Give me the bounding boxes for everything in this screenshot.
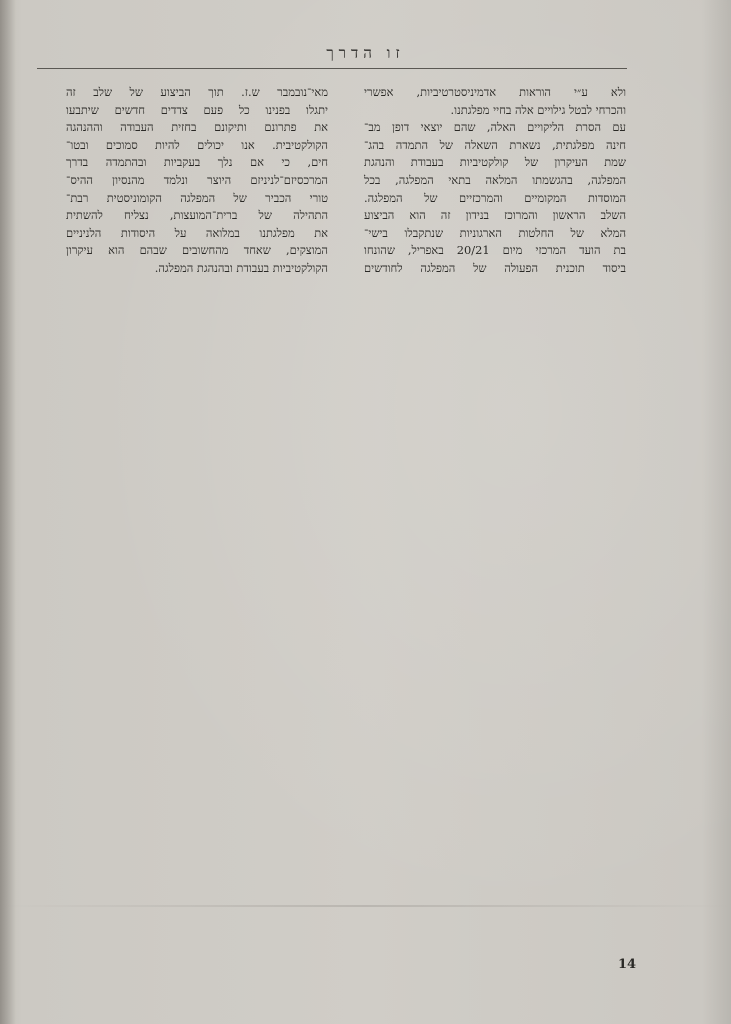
text-line: עם הסרת הליקויים האלה, שהם יוצאי דופן מב־ — [364, 120, 626, 135]
text-line: המוסדות המקומיים והמרכזיים של המפלגה. — [364, 190, 626, 205]
text-line: את פתרונם ותיקונם בחזית העבודה וההנהגה — [66, 120, 328, 135]
text-line: המוצקים, שאחד מהחשובים שבהם הוא עיקרון — [66, 243, 328, 258]
text-line: הקולקטיבית. אנו יכולים להיות סמוכים ובטו־ — [66, 137, 328, 152]
text-line: חים, כי אם נלך בעקביות ובהתמדה בדרך — [66, 155, 328, 170]
page-fold — [0, 905, 731, 907]
running-head: זו הדרך — [326, 44, 405, 62]
text-line: התהילה של ברית־המועצות, נצליח להשתית — [66, 208, 328, 223]
text-line: ביסוד תוכנית הפעולה של המפלגה לחודשים — [364, 260, 626, 275]
text-line: השלב הראשון והמרוכז בנידון זה הוא הביצוע — [364, 208, 626, 223]
text-line: המרכסיזם־לניניזם היוצר ונלמד מהנסיון ההיס־ — [66, 172, 328, 187]
text-line: המפלגה, בהגשמתו המלאה בתאי המפלגה, בכל — [364, 172, 626, 187]
text-line: יתגלו בפנינו כל פעם צדדים חדשים שיתבעו — [66, 102, 328, 117]
text-line: את מפלגתנו במלואה על היסודות הלניניים — [66, 225, 328, 240]
binding-shadow — [0, 0, 16, 1024]
text-line: הקולקטיביות בעבודת ובהנהגת המפלגה. — [154, 260, 328, 275]
text-line: והכרחי לבטל גילויים אלה בחיי מפלגתנו. — [450, 102, 626, 117]
text-column-left — [66, 84, 328, 278]
text-line: טורי הכביר של המפלגה הקומוניסטית רבת־ — [66, 190, 328, 205]
page-number: 14 — [618, 957, 637, 972]
text-line: שמת העיקרון של קולקטיביות בעבודת והנהגת — [364, 155, 626, 170]
text-line: המלא של החלטות הארגוניות שנתקבלו בישי־ — [364, 225, 626, 240]
text-line: חינה מפלגתית, נשארת השאלה של התמדה בהג־ — [364, 137, 626, 152]
text-line: ולא ע״י הוראות אדמיניסטרטיביות, אפשרי — [364, 85, 626, 99]
header-rule — [37, 68, 627, 69]
text-line: בת הועד המרכזי מיום 20/21 באפריל, שהונחו — [364, 243, 626, 258]
text-line: מאי־נובמבר ש.ז. תוך הביצוע של שלב זה — [66, 85, 328, 99]
text-column-right — [364, 84, 626, 278]
